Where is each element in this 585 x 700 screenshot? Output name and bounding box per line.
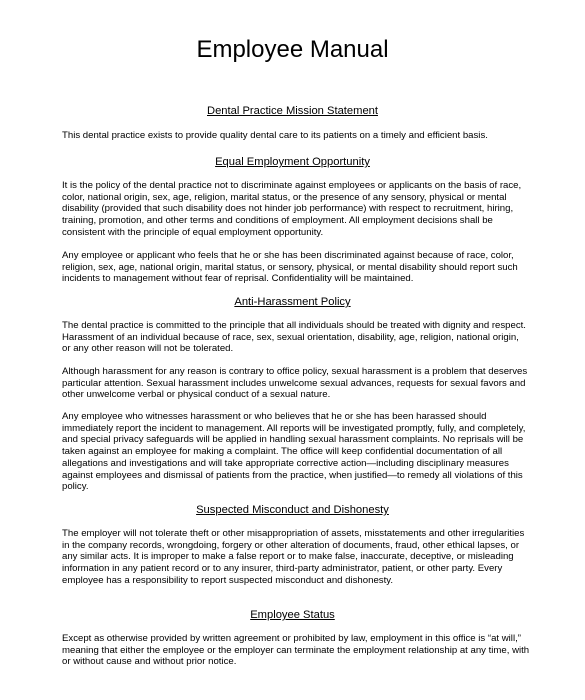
- paragraph-harassment-commitment: The dental practice is committed to the principle that all individuals should be treated with dignity and respect. Harassment of an individual because of race, sex, sexual orientation, disability, age, religion, national origin, or any other reason will not be tolerated.: [62, 320, 526, 355]
- heading-anti-harassment: Anti-Harassment Policy: [234, 296, 351, 308]
- paragraph-misconduct: The employer will not tolerate theft or other misappropriation of assets, misstatements and other irregularities in the company records, wrongdoing, forgery or other alteration of documents, fraud, other ethical lapses, or any similar acts. It is improper to make a false report or to make false, inaccurate, deceptive, or misleading information in any patient record or to any insurer, third-party administrator, patient, or other party. Every employee has a responsibility to report suspected misconduct and dishonesty.: [62, 528, 525, 586]
- heading-employee-status: Employee Status: [250, 609, 335, 621]
- paragraph-harassment-reporting: Any employee who witnesses harassment or who believes that he or she has been harassed should immediately report the incident to management. All reports will be investigated promptly, fully, and completely, and special privacy safeguards will be applied in handling sexual harassment complaints. No reprisals will be taken against an employee for making a complaint. The office will keep confidential documentation of all allegations and investigations and will take appropriate corrective action—including disciplinary measures against employees and dismissal of patients from the practice, when justified—to remedy all violations of this policy.: [62, 411, 526, 493]
- heading-equal-employment: Equal Employment Opportunity: [215, 156, 370, 168]
- heading-mission-statement: Dental Practice Mission Statement: [207, 105, 378, 117]
- paragraph-eeo-reporting: Any employee or applicant who feels that he or she has been discriminated against because of race, color, religion, sex, age, national origin, marital status, or sensory, physical, or mental disability should report such incidents to management without fear of reprisal. Confidentiality will be maintained.: [62, 250, 518, 285]
- paragraph-mission: This dental practice exists to provide quality dental care to its patients on a timely and efficient basis.: [62, 130, 488, 141]
- paragraph-sexual-harassment: Although harassment for any reason is contrary to office policy, sexual harassment is a problem that deserves particular attention. Sexual harassment includes unwelcome sexual advances, requests for sexual favors and other unwelcome verbal or physical conduct of a sexual nature.: [62, 366, 528, 401]
- paragraph-eeo-policy: It is the policy of the dental practice not to discriminate against employees or applicants on the basis of race, color, national origin, sex, age, religion, marital status, or the presence of any sensory, physical or mental disability (provided that such disability does not hinder job performance) with respect to recruitment, hiring, training, promotion, and other terms and conditions of employment. All employment decisions shall be consistent with the principle of equal employment opportunity.: [62, 180, 522, 238]
- heading-misconduct: Suspected Misconduct and Dishonesty: [196, 504, 389, 516]
- paragraph-employee-status: Except as otherwise provided by written agreement or prohibited by law, employment in this office is “at will,” meaning that either the employee or the employer can terminate the employment relationship at any time, with or without cause and without prior notice.: [62, 633, 530, 668]
- document-title: Employee Manual: [196, 36, 389, 63]
